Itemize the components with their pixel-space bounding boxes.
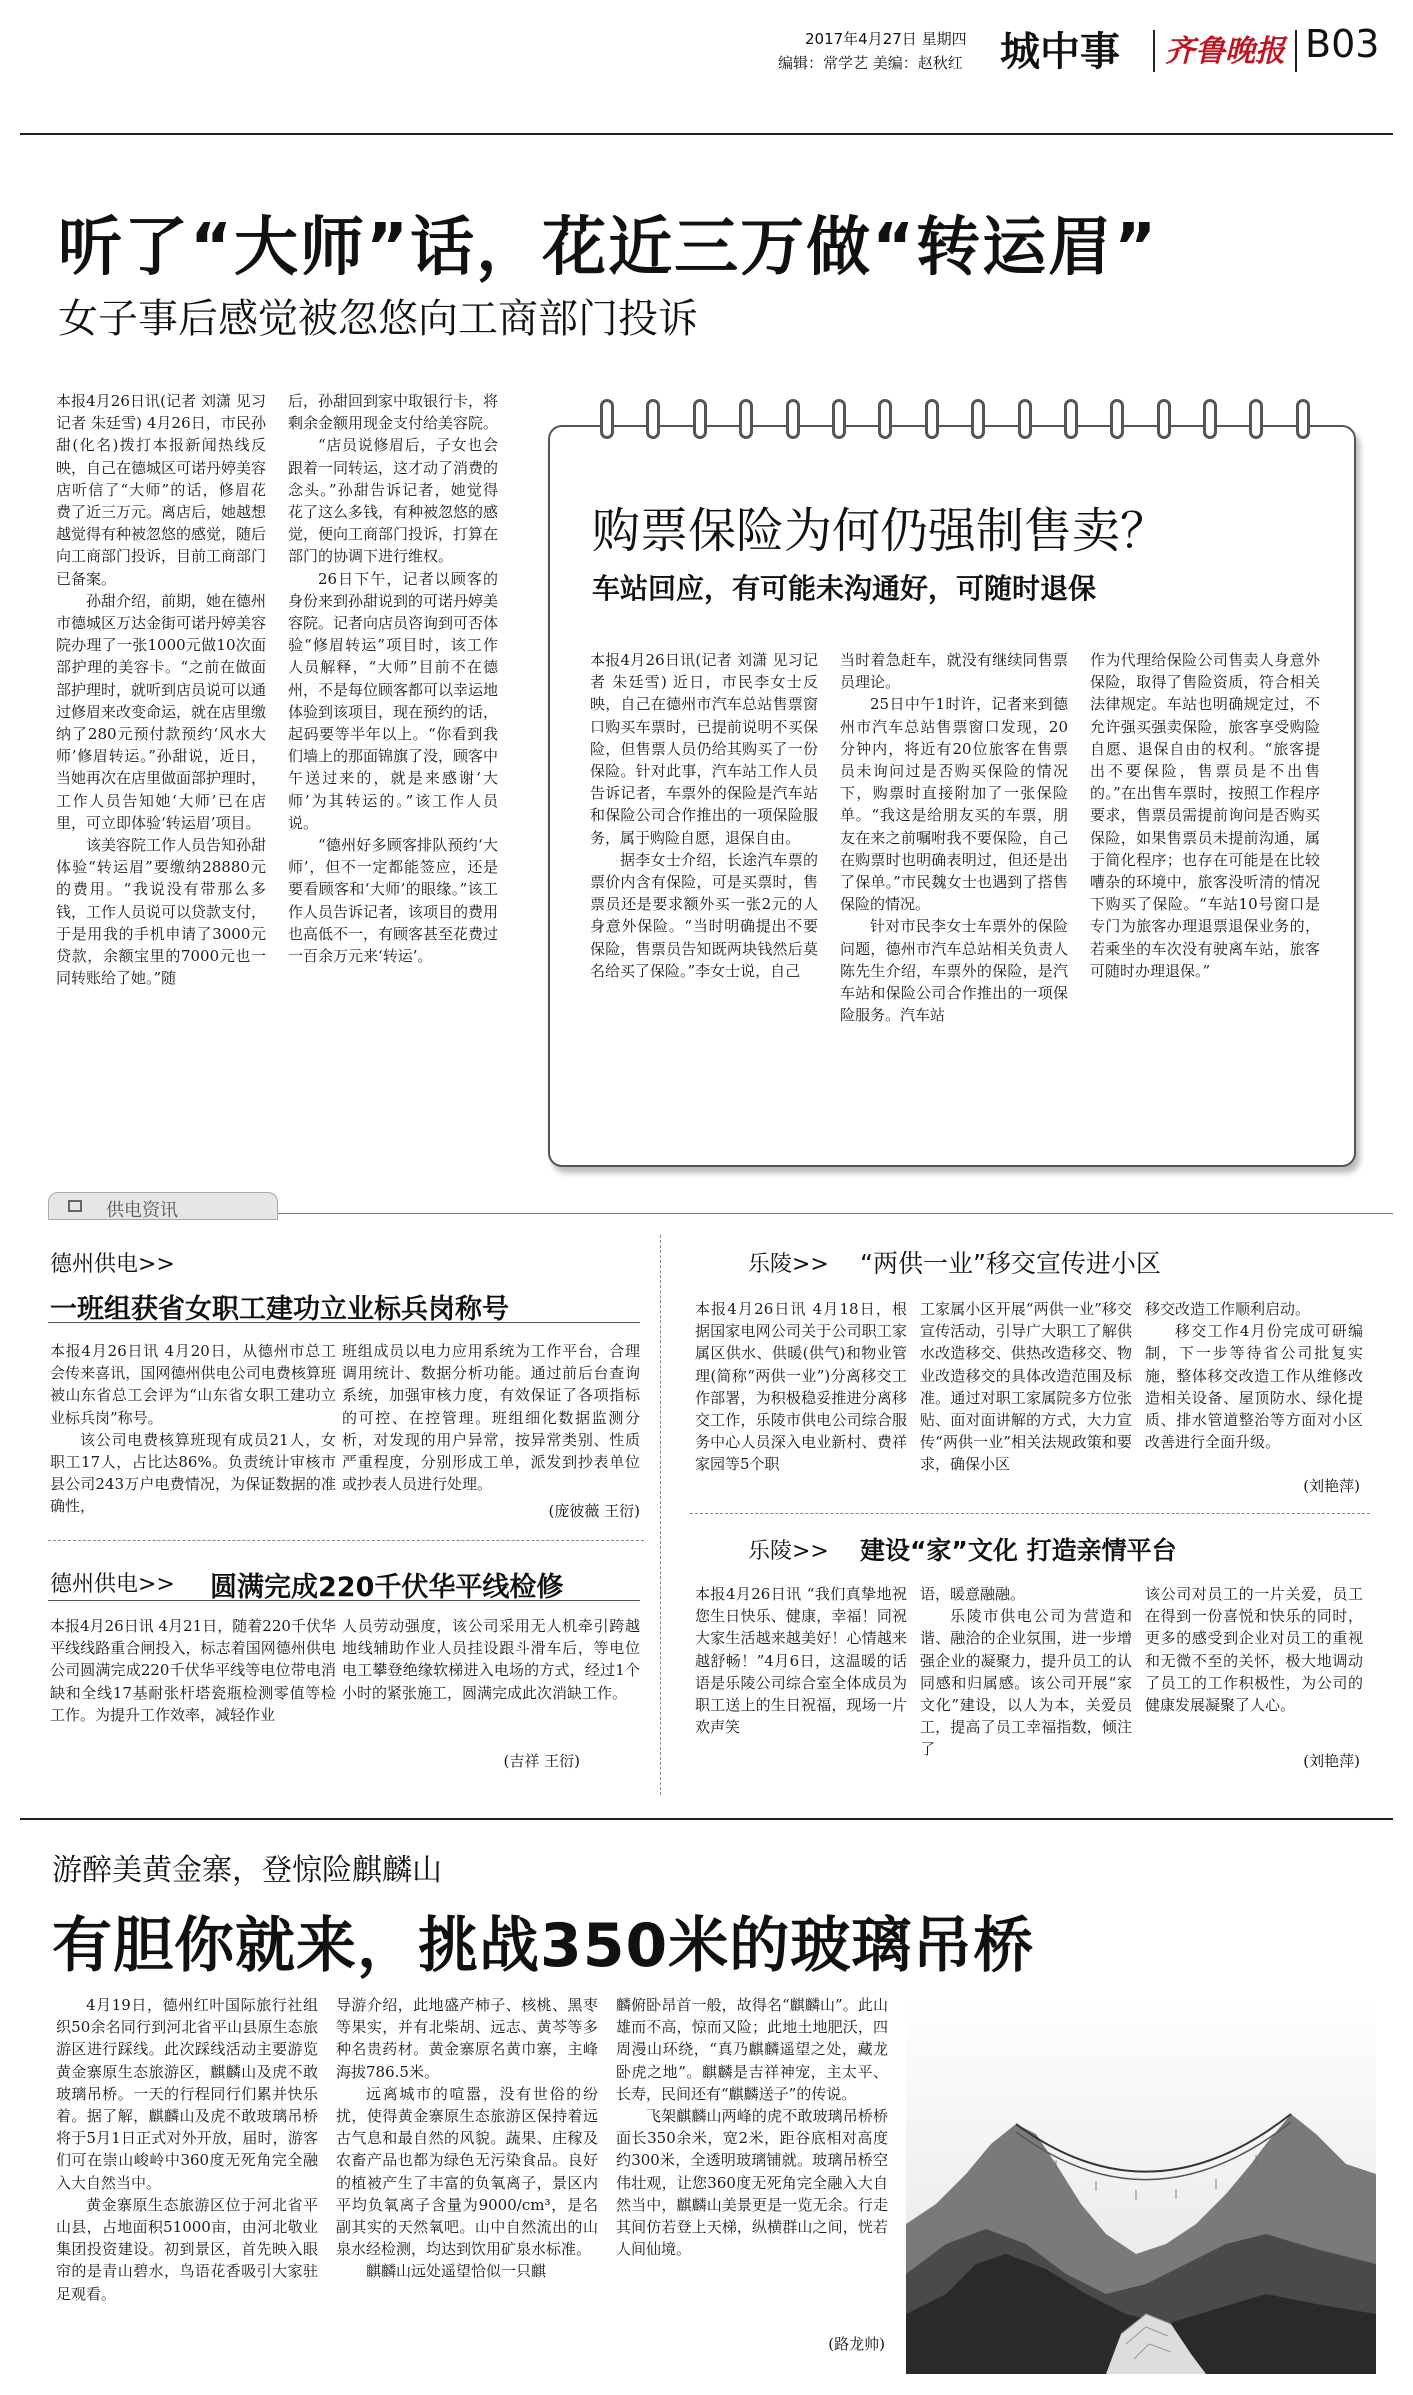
insurance-para: 作为代理给保险公司售卖人身意外保险，取得了售险资质，符合相关法律规定。车站也明确规定过，不允许强买强卖保险，旅客享受购险自愿、退保自由的权利。“旅客提出不要保险，售票员是不出售的。”在出售车票时，按照工作程序要求，售票员需提前询问是否购买保险，如果售票员未提前沟通，属于简化程序；也存在可能是在比较嘈杂的环境中，旅客没听清的情况下购买了保险。“车站10号窗口是专门为旅客办理退票退保业务的，若乘坐的车次没有驶离车站，旅客可随时办理退保。” (1090, 651, 1320, 980)
power1-para: 该公司电费核算班现有成员21人，女职工17人，占比达86%。负责统计审核市县公司243万户电费情况，为保证数据的准确性， (50, 1430, 336, 1516)
page-number: B03 (1305, 22, 1380, 66)
insurance-para: 针对市民李女士车票外的保险问题，德州市汽车总站相关负责人陈先生介绍，车票外的保险，是汽车站和保险公司合作推出的一项保险服务。汽车站 (840, 917, 1068, 1025)
power1-headline: 一班组获省女职工建功立业标兵岗称号 (50, 1294, 509, 1325)
bridge-para: 导游介绍，此地盛产柿子、核桃、黑枣等果实，并有北柴胡、远志、黄芩等多种名贵药材。黄金寨原名黄巾寨，主峰海拔786.5米。 (336, 1996, 598, 2081)
masthead-editors: 编辑：常学艺 美编：赵秋红 (778, 54, 963, 72)
power-section-label: 供电资讯 (106, 1200, 178, 1221)
power1-column-1 (50, 1340, 336, 1525)
binder-ring-icon (1064, 399, 1078, 439)
binder-ring-icon (971, 399, 985, 439)
binder-ring-icon (739, 399, 753, 439)
lead-headline: 听了“大师”话，花近三万做“转运眉” (58, 211, 1159, 285)
laoling2-column-3 (1145, 1583, 1363, 1743)
laoling1-column-1 (695, 1298, 907, 1498)
notepad-rings (600, 399, 1310, 439)
binder-ring-icon (925, 399, 939, 439)
laoling1-para: 移交工作4月份完成可研编制，下一步等待省公司批复实施，整体移交改造工作从维修改造相关设备、屋顶防水、绿化提质、排水管道整治等方面对小区改善进行全面升级。 (1145, 1322, 1363, 1452)
bridge-column-3 (616, 1994, 888, 2324)
laoling1-headline: “两供一业”移交宣传进小区 (860, 1249, 1161, 1278)
binder-ring-icon (832, 399, 846, 439)
bridge-para: 麒麟山远处遥望恰似一只麒 (366, 2262, 547, 2281)
insurance-column-1 (590, 649, 818, 1139)
insurance-para: 本报4月26日讯(记者 刘潇 见习记者 朱廷雪) 近日，市民李女士反映，自己在德州市汽车总站售票窗口购买车票时，已提前说明不买保险，但售票人员仍给其购买了一份保险。针对此事，汽车站工作人员告诉记者，车票外的保险是汽车站和保险公司合作推出的一项保险服务，属于购险自愿，退保自由。 (590, 651, 818, 847)
bridge-para: 麟俯卧昂首一般，故得名“麒麟山”。此山雄而不高，惊而又险；此地土地肥沃，四周漫山环绕，“真乃麒麟遥望之处，藏龙卧虎之地”。麒麟是吉祥神宠，主太平、长寿，民间还有“麒麟送子”的传说。 (616, 1996, 888, 2103)
binder-ring-icon (1249, 399, 1263, 439)
power1-tag: 德州供电>> (50, 1252, 175, 1277)
masthead-date: 2017年4月27日 星期四 (805, 30, 967, 48)
masthead-divider (1153, 30, 1155, 72)
masthead-divider-2 (1295, 30, 1297, 72)
laoling1-para: 工家属小区开展“两供一业”移交宣传活动，引导广大职工了解供水改造移交、供热改造移交、物业改造移交的具体改造范围及标准。通过对职工家属院多方位张贴、面对面讲解的方式，大力宣传“两供一业”相关法规政策和要求，确保小区 (920, 1300, 1132, 1474)
lead-para: 后，孙甜回到家中取银行卡，将剩余金额用现金支付给美容院。 (288, 392, 498, 433)
binder-ring-icon (1157, 399, 1171, 439)
lead-column-1 (56, 390, 266, 1158)
laoling2-para: 语，暖意融融。 (920, 1585, 1026, 1603)
masthead (0, 0, 1413, 80)
power1-credit: (庞彼薇 王衍) (548, 1502, 640, 1520)
binder-ring-icon (1018, 399, 1032, 439)
power1-underline (48, 1322, 640, 1323)
insurance-column-2 (840, 649, 1068, 1139)
bridge-para: 远离城市的喧嚣，没有世俗的纷扰，使得黄金寨原生态旅游区保持着远古气息和最自然的风貌。蔬果、庄稼及农畜产品也都为绿色无污染食品。良好的植被产生了丰富的负氧离子，景区内平均负氧离子含量为9000/cm³，是名副其实的天然氧吧。山中自然流出的山泉水经检测，均达到饮用矿泉水标准。 (336, 2084, 598, 2259)
divider (690, 1513, 1370, 1514)
binder-ring-icon (600, 399, 614, 439)
bridge-para: 黄金寨原生态旅游区位于河北省平山县，占地面积51000亩，由河北敬业集团投资建设。初到景区，首先映入眼帘的是青山碧水，鸟语花香吸引大家驻足观看。 (56, 2195, 318, 2303)
laoling2-para: 乐陵市供电公司为营造和谐、融洽的企业氛围，进一步增强企业的凝聚力，提升员工的认同感和归属感。该公司开展“家文化”建设，以人为本，关爱员工，提高了员工幸福指数，倾注了 (920, 1607, 1132, 1759)
power1-para: 本报4月26日讯 4月20日，从德州市总工会传来喜讯，国网德州供电公司电费核算班被山东省总工会评为“山东省女职工建功立业标兵岗”称号。 (50, 1342, 336, 1427)
lead-para: 该美容院工作人员告知孙甜体验“转运眉”要缴纳28880元的费用。“我说没有带那么多钱，工作人员说可以贷款支付，于是用我的手机申请了3000元贷款，余额宝里的7000元也一同转账给了她。”随 (56, 836, 266, 988)
power1-column-2 (342, 1340, 640, 1500)
insurance-para: 当时着急赶车，就没有继续同售票员理论。 (840, 651, 1068, 692)
power2-tag: 德州供电>> (50, 1572, 175, 1597)
laoling1-credit: (刘艳萍) (1303, 1477, 1360, 1495)
photo-illustration (906, 1994, 1376, 2374)
binder-ring-icon (646, 399, 660, 439)
laoling1-para: 移交改造工作顺利启动。 (1145, 1300, 1311, 1318)
power2-column-1 (50, 1615, 336, 1775)
binder-ring-icon (693, 399, 707, 439)
section-name: 城中事 (1000, 29, 1120, 75)
binder-ring-icon (1110, 399, 1124, 439)
bridge-column-2 (336, 1994, 598, 2369)
divider (48, 1540, 644, 1541)
laoling2-column-2 (920, 1583, 1132, 1763)
lead-para: 本报4月26日讯(记者 刘潇 见习记者 朱廷雪) 4月26日，市民孙甜(化名)拨打本报新闻热线反映，自己在德城区可诺丹婷美容店听信了“大师”的话，修眉花费了近三万元。离店后，她越想越觉得有种被忽悠的感觉，随后向工商部门投诉，目前工商部门已备案。 (56, 392, 266, 588)
insurance-column-3 (1090, 649, 1320, 1139)
power2-headline: 圆满完成220千伏华平线检修 (210, 1572, 564, 1603)
bridge-headline: 有胆你就来，挑战350米的玻璃吊桥 (52, 1911, 1035, 1981)
document-icon (68, 1200, 82, 1212)
insurance-subheadline: 车站回应，有可能未沟通好，可随时退保 (592, 572, 1097, 605)
laoling2-column-1 (695, 1583, 907, 1763)
power2-para: 人员劳动强度，该公司采用无人机牵引跨越地线辅助作业人员挂设跟斗滑车后，等电位电工攀登绝缘软梯进入电场的方式，经过1个小时的紧张施工，圆满完成此次消缺工作。 (342, 1617, 640, 1702)
laoling2-tag: 乐陵>> (748, 1539, 829, 1564)
laoling2-para: 本报4月26日讯 “我们真挚地祝您生日快乐、健康，幸福！同祝大家生活越来越美好！心情越来越舒畅！”4月6日，这温暖的话语是乐陵公司综合室全体成员为职工送上的生日祝福，现场一片欢声笑 (695, 1585, 907, 1737)
insurance-para: 25日中午1时许，记者来到德州市汽车总站售票窗口发现，20分钟内，将近有20位旅客在售票员未询问过是否购买保险的情况下，购票时直接附加了一张保险单。“我这是给朋友买的车票，朋友在来之前嘱咐我不要保险，自己在购票时也明确表明过，但还是出了保单。”市民魏女士也遇到了搭售保险的情况。 (840, 695, 1068, 914)
bridge-para: 4月19日，德州红叶国际旅行社组织50余名同行到河北省平山县原生态旅游区进行踩线。此次踩线活动主要游览黄金寨原生态旅游区，麒麟山及虎不敢玻璃吊桥。一天的行程同行们累并快乐着。据了解，麒麟山及虎不敢玻璃吊桥将于5月1日正式对外开放，届时，游客们可在崇山峻岭中360度无死角完全融入大自然当中。 (56, 1996, 318, 2192)
glass-bridge-photo (906, 1994, 1376, 2374)
bridge-para: 飞架麒麟山两峰的虎不敢玻璃吊桥桥面长350余米，宽2米，距谷底相对高度约300米，全透明玻璃铺就。玻璃吊桥空伟壮观，让您360度无死角完全融入大自然当中，麒麟山美景更是一览无余。行走其间仿若登上天梯，纵横群山之间，恍若人间仙境。 (616, 2107, 888, 2259)
laoling1-column-2 (920, 1298, 1132, 1498)
lead-para: 26日下午，记者以顾客的身份来到孙甜说到的可诺丹婷美容院。记者向店员咨询到可否体验“修眉转运”项目时，该工作人员解释，“大师”目前不在德州，不是每位顾客都可以幸运地体验到该项目，现在预约的话，起码要等半年以上。“你看到我们墙上的那面锦旗了没，顾客中午送过来的，就是来感谢‘大师’为其转运的。”该工作人员说。 (288, 569, 498, 832)
bridge-column-1 (56, 1994, 318, 2369)
bridge-top-rule (20, 1818, 1393, 1820)
insurance-box (548, 425, 1356, 1167)
power2-para: 本报4月26日讯 4月21日，随着220千伏华平线线路重合闸投入，标志着国网德州供电公司圆满完成220千伏华平线等电位带电消缺和全线17基耐张杆塔瓷瓶检测零值等检工作。为提升工作效率，减轻作业 (50, 1617, 336, 1724)
laoling2-para: 该公司对员工的一片关爱，员工在得到一份喜悦和快乐的同时，更多的感受到企业对员工的重视和无微不至的关怀，极大地调动了员工的工作积极性，为公司的健康发展凝聚了人心。 (1145, 1585, 1363, 1715)
lead-para: “店员说修眉后，子女也会跟着一同转运，这才动了消费的念头。”孙甜告诉记者，她觉得花了这么多钱，有种被忽悠的感觉，便向工商部门投诉，打算在部门的协调下进行维权。 (288, 436, 498, 566)
laoling1-column-3 (1145, 1298, 1363, 1473)
binder-ring-icon (1296, 399, 1310, 439)
binder-ring-icon (878, 399, 892, 439)
bridge-credit: (路龙帅) (828, 2335, 885, 2353)
lead-subheadline: 女子事后感觉被忽悠向工商部门投诉 (58, 296, 698, 342)
laoling1-tag: 乐陵>> (748, 1252, 829, 1277)
binder-ring-icon (786, 399, 800, 439)
power2-underline (48, 1600, 640, 1601)
insurance-para: 据李女士介绍，长途汽车票的票价内含有保险，可是买票时，售票员还是要求额外买一张2元的人身意外保险。“当时明确提出不要保险，售票员告知既两块钱然后莫名给买了保险。”李女士说，自己 (590, 850, 818, 980)
masthead-rule (20, 133, 1393, 135)
column-divider (660, 1235, 661, 1795)
bridge-kicker: 游醉美黄金寨，登惊险麒麟山 (52, 1853, 442, 1888)
laoling1-para: 本报4月26日讯 4月18日，根据国家电网公司关于公司职工家属区供水、供暖(供气)和物业管理(简称“两供一业”)分离移交工作部署，为积极稳妥推进分离移交工作，乐陵市供电公司综合服务中心人员深入电业新村、费祥家园等5个职 (695, 1300, 907, 1474)
paper-logo: 齐鲁晚报 (1165, 34, 1285, 69)
laoling2-credit: (刘艳萍) (1303, 1752, 1360, 1770)
binder-ring-icon (1203, 399, 1217, 439)
lead-para: 孙甜介绍，前期，她在德州市德城区万达金街可诺丹婷美容院办理了一张1000元做10次面部护理的美容卡。“之前在做面部护理时，就听到店员说可以通过修眉来改变命运，就在店里缴纳了280元预付款预约‘风水大师’修眉转运。”孙甜说，近日，当她再次在店里做面部护理时，工作人员告知她‘大师’已在店里，可立即体验‘转运眉’项目。 (56, 591, 266, 832)
power2-column-2 (342, 1615, 640, 1730)
power-section-header (48, 1192, 1393, 1222)
laoling2-headline: 建设“家”文化 打造亲情平台 (860, 1536, 1177, 1565)
lead-column-2 (288, 390, 498, 1158)
power1-para: 班组成员以电力应用系统为工作平台，合理调用统计、数据分析功能。通过前后台查询系统，加强审核力度，有效保证了各项指标的可控、在控管理。班组细化数据监测分析，对发现的用户异常，按异常类别、性质严重程度，分别形成工单，派发到抄表单位或抄表人员进行处理。 (342, 1342, 640, 1494)
power-section-rule (278, 1213, 1393, 1214)
insurance-headline: 购票保险为何仍强制售卖？ (592, 503, 1169, 559)
lead-para: “德州好多顾客排队预约‘大师’，但不一定都能签应，还是要看顾客和‘大师’的眼缘。”该工作人员告诉记者，该项目的费用也高低不一，有顾客甚至花费过一百余万元来‘转运’。 (288, 836, 498, 966)
power2-credit: (吉祥 王衍) (503, 1752, 580, 1770)
